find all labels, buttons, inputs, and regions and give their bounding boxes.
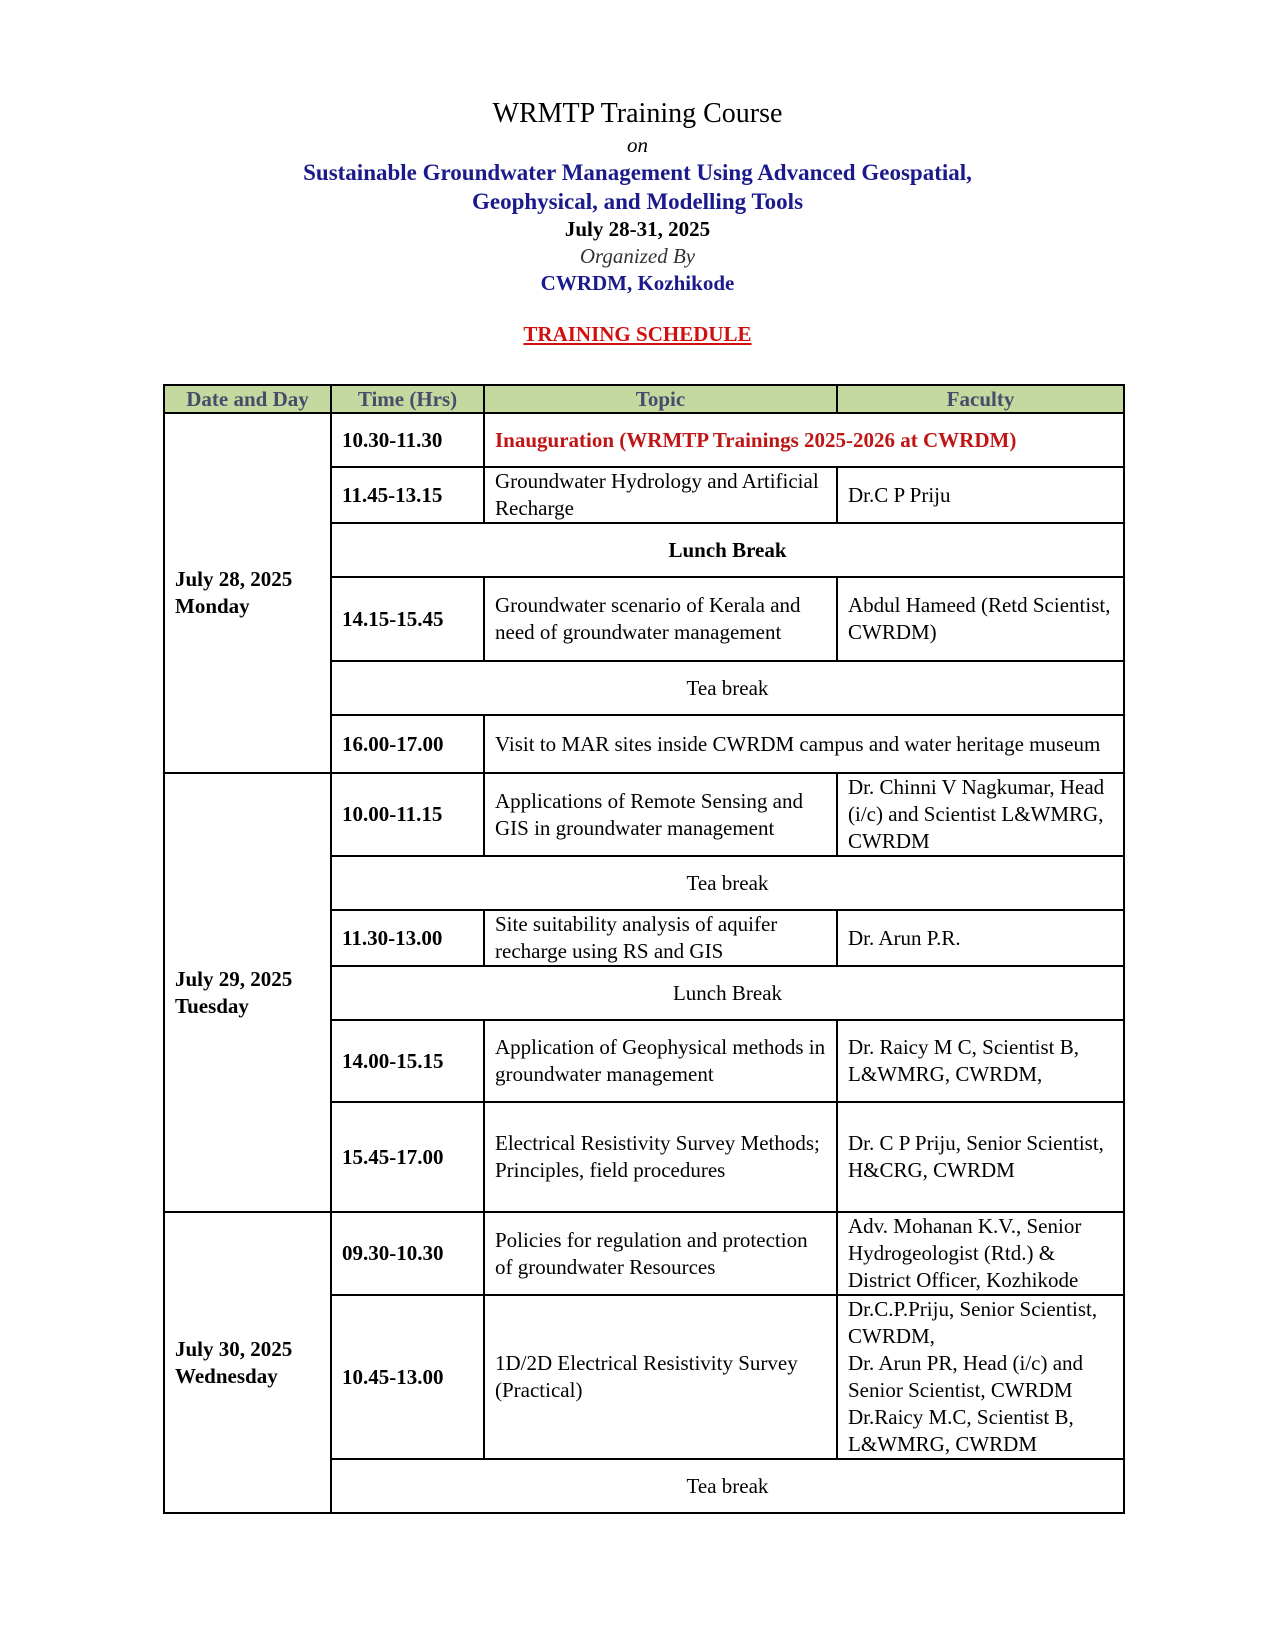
lunch-break-cell: Lunch Break	[331, 523, 1124, 577]
time-cell: 09.30-10.30	[331, 1212, 484, 1295]
topic-cell: Electrical Resistivity Survey Methods; Principles, field procedures	[484, 1102, 837, 1212]
time-cell: 15.45-17.00	[331, 1102, 484, 1212]
column-header-time: Time (Hrs)	[331, 385, 484, 413]
column-header-date: Date and Day	[164, 385, 331, 413]
inauguration-cell: Inauguration (WRMTP Trainings 2025-2026 at CWRDM)	[484, 413, 1124, 467]
faculty-cell	[837, 1295, 1124, 1459]
time-cell: 10.45-13.00	[331, 1295, 484, 1459]
schedule-heading: TRAINING SCHEDULE	[523, 322, 752, 346]
organizer-name: CWRDM, Kozhikode	[540, 271, 735, 295]
on-text: on	[627, 133, 648, 157]
course-title: WRMTP Training Course	[492, 98, 783, 129]
topic-cell: Groundwater scenario of Kerala and need of groundwater management	[484, 577, 837, 661]
faculty-cell: Dr. C P Priju, Senior Scientist, H&CRG, CWRDM	[837, 1102, 1124, 1212]
course-subject-line-1: Sustainable Groundwater Management Using Advanced Geospatial,	[303, 160, 972, 185]
faculty-cell: Dr. Raicy M C, Scientist B, L&WMRG, CWRDM,	[837, 1020, 1124, 1102]
topic-cell	[484, 1295, 837, 1459]
tea-break-cell: Tea break	[331, 661, 1124, 715]
faculty-line: Dr.Raicy M.C, Scientist B, L&WMRG, CWRDM	[848, 1405, 1074, 1456]
faculty-cell: Dr. Arun P.R.	[837, 910, 1124, 966]
topic-cell: Application of Geophysical methods in groundwater management	[484, 1020, 837, 1102]
table-header-row	[164, 385, 1124, 413]
tea-break-cell: Tea break	[331, 856, 1124, 910]
time-cell: 14.00-15.15	[331, 1020, 484, 1102]
faculty-cell: Adv. Mohanan K.V., Senior Hydrogeologist (Rtd.) & District Officer, Kozhikode	[837, 1212, 1124, 1295]
organized-by-label: Organized By	[579, 244, 696, 268]
day-date: July 30, 2025	[175, 1336, 293, 1361]
time-cell: 11.30-13.00	[331, 910, 484, 966]
day-name: Wednesday	[175, 1363, 278, 1388]
topic-cell: Groundwater Hydrology and Artificial Recharge	[484, 467, 837, 523]
time-cell: 14.15-15.45	[331, 577, 484, 661]
topic-cell: Applications of Remote Sensing and GIS in groundwater management	[484, 773, 837, 856]
time-cell: 10.30-11.30	[331, 413, 484, 467]
day-name: Monday	[175, 594, 250, 618]
faculty-line: Dr. Arun PR, Head (i/c) and Senior Scientist, CWRDM	[848, 1351, 1084, 1402]
faculty-cell: Dr. Chinni V Nagkumar, Head (i/c) and Scientist L&WMRG, CWRDM	[837, 773, 1124, 856]
faculty-line: Dr.C.P.Priju, Senior Scientist, CWRDM,	[848, 1297, 1098, 1348]
time-cell: 10.00-11.15	[331, 773, 484, 856]
tea-break-cell: Tea break	[331, 1459, 1124, 1513]
table-row	[164, 413, 1124, 467]
day-name: Tuesday	[175, 993, 249, 1018]
day-cell	[164, 413, 331, 773]
topic-line: (Practical)	[495, 1378, 583, 1402]
day-date: July 29, 2025	[175, 966, 293, 991]
document-header	[0, 96, 1275, 348]
table-row	[164, 773, 1124, 856]
time-cell: 16.00-17.00	[331, 715, 484, 773]
training-schedule-table	[163, 384, 1125, 1514]
faculty-cell: Abdul Hameed (Retd Scientist, CWRDM)	[837, 577, 1124, 661]
day-date: July 28, 2025	[175, 567, 293, 591]
lunch-break-cell: Lunch Break	[331, 966, 1124, 1020]
course-dates: July 28-31, 2025	[564, 217, 711, 241]
topic-cell: Site suitability analysis of aquifer recharge using RS and GIS	[484, 910, 837, 966]
faculty-cell: Dr.C P Priju	[837, 467, 1124, 523]
table-row	[164, 1212, 1124, 1295]
topic-cell: Visit to MAR sites inside CWRDM campus and water heritage museum	[484, 715, 1124, 773]
day-cell	[164, 1212, 331, 1513]
column-header-faculty: Faculty	[837, 385, 1124, 413]
topic-cell: Policies for regulation and protection of groundwater Resources	[484, 1212, 837, 1295]
course-subject-line-2: Geophysical, and Modelling Tools	[471, 189, 804, 214]
day-cell	[164, 773, 331, 1212]
topic-line: 1D/2D Electrical Resistivity Survey	[495, 1351, 798, 1375]
column-header-topic: Topic	[484, 385, 837, 413]
time-cell: 11.45-13.15	[331, 467, 484, 523]
